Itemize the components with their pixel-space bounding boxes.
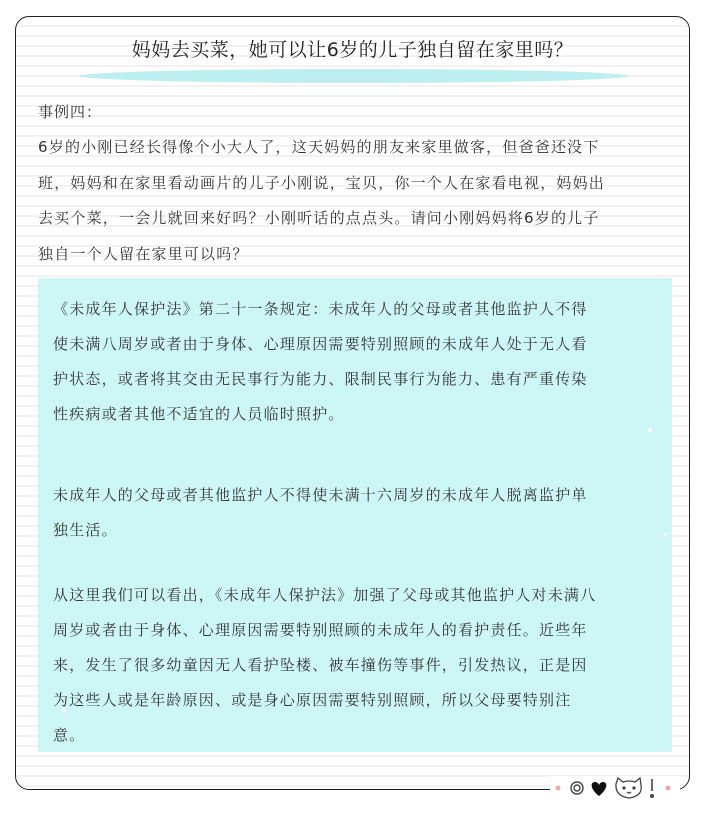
sparkle-dot <box>664 533 667 536</box>
story-line: 独自一个人留在家里可以吗？ <box>38 244 249 263</box>
law-line: 使未满八周岁或者由于身体、心理原因需要特别照顾的未成年人处于无人看 <box>53 335 588 353</box>
law-line: 未成年人的父母或者其他监护人不得使未满十六周岁的未成年人脱离监护单 <box>53 486 588 504</box>
law-line: 周岁或者由于身体、心理原因需要特别照顾的未成年人的看护责任。近些年 <box>53 621 588 639</box>
law-paragraph-3 <box>53 578 657 753</box>
exclamation-icon <box>651 779 653 797</box>
cat-face-icon <box>616 778 641 798</box>
law-line: 来，发生了很多幼童因无人看护坠楼、被车撞伤等事件，引发热议，正是因 <box>53 656 588 674</box>
title-highlight <box>80 69 628 83</box>
law-line: 从这里我们可以看出，《未成年人保护法》加强了父母或其他监护人对未满八 <box>53 586 597 604</box>
law-paragraph-1 <box>53 292 657 432</box>
story-line: 去买个菜，一会儿就回来好吗？小刚听话的点点头。请问小刚妈妈将6岁的儿子 <box>38 209 600 227</box>
pink-dot-icon <box>666 786 671 791</box>
law-line: 意。 <box>53 726 86 744</box>
story-line: 6岁的小刚已经长得像个小大人了，这天妈妈的朋友来家里做客，但爸爸还没下 <box>38 138 600 156</box>
law-line: 为这些人或是年龄原因、或是身心原因需要特别照顾，所以父母要特别注 <box>53 691 572 709</box>
law-line: 性疾病或者其他不适宜的人员临时照护。 <box>53 405 345 423</box>
story-paragraph <box>38 130 673 272</box>
page-title: 妈妈去买菜，她可以让6岁的儿子独自留在家里吗？ <box>131 39 574 61</box>
law-line: 护状态，或者将其交由无民事行为能力、限制民事行为能力、患有严重传染 <box>53 370 588 388</box>
spiral-icon <box>571 782 583 794</box>
title-area <box>16 33 689 73</box>
law-line: 《未成年人保护法》第二十一条规定：未成年人的父母或者其他监护人不得 <box>53 300 588 318</box>
law-quote-box <box>38 278 672 752</box>
law-line: 独生活。 <box>53 521 118 539</box>
heart-icon <box>592 782 607 796</box>
law-paragraph-2 <box>53 478 657 548</box>
story-line: 班，妈妈和在家里看动画片的儿子小刚说，宝贝，你一个人在家看电视，妈妈出 <box>38 173 606 192</box>
footer-doodles <box>550 776 680 802</box>
footer-decoration <box>550 776 680 802</box>
pink-dot-icon <box>556 786 561 791</box>
case-label: 事例四： <box>38 103 103 121</box>
article-card <box>15 16 690 790</box>
